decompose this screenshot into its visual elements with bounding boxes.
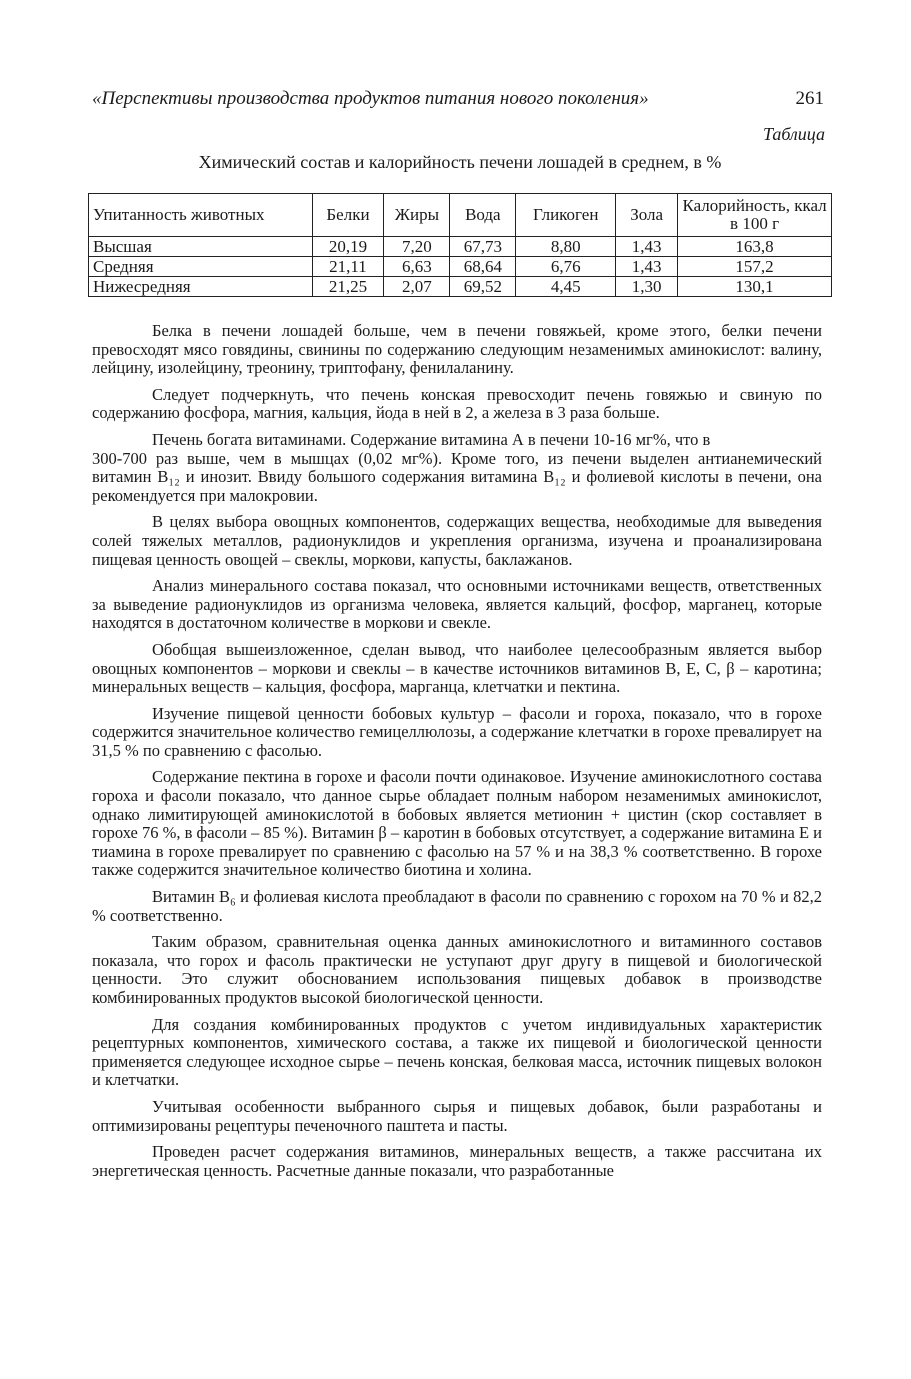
table-row [89, 257, 832, 277]
paragraph: 300-700 раз выше, чем в мышцах (0,02 мг%). Кроме того, из печени выделен антианемический витамин В₁₂ и инозит. Ввиду большого содержания витамина В₁₂ и фолиевой кислоты в печени, она рекомендуется при малокровии. [92, 448, 822, 505]
table-caption: Химический состав и калорийность печени лошадей в среднем, в % [198, 152, 722, 172]
composition-table [88, 193, 832, 297]
paragraph: Проведен расчет содержания витаминов, минеральных веществ, а также рассчитана их энергетическая ценность. Расчетные данные показали, что разработанные [92, 1142, 822, 1180]
article-body [92, 322, 822, 1188]
table-cell: 2,07 [384, 277, 450, 297]
running-header-title: «Перспективы производства продуктов питания нового поколения» [92, 88, 649, 109]
paragraph: Следует подчеркнуть, что печень конская превосходит печень говяжью и свиную по содержанию фосфора, магния, кальция, йода в ней в 2, а железа в 3 раза больше. [92, 384, 822, 423]
paragraph: Изучение пищевой ценности бобовых культур – фасоли и гороха, показало, что в горохе содержится значительное количество гемицеллюлозы, а содержание клетчатки в горохе превалирует на 31,5 % по сравнению с фасолью. [92, 703, 822, 760]
column-header: Жиры [384, 194, 450, 237]
column-header: Зола [616, 194, 678, 237]
paragraph: Для создания комбинированных продуктов с учетом индивидуальных характеристик рецептурных компонентов, химического состава, а также их пищевой и биологической ценности применяется следующее исходное сырье – печень конская, белковая масса, источник пищевых волокон и клетчатки. [92, 1014, 822, 1090]
table-row [89, 237, 832, 257]
table-cell: Средняя [89, 257, 313, 277]
table-label: Таблица [762, 124, 825, 144]
paragraph: Таким образом, сравнительная оценка данных аминокислотного и витаминного составов показала, что горох и фасоль практически не уступают друг другу в пищевой и биологической ценности. Это служит обоснованием использования пищевых добавок в производстве комбинированных продуктов высокой биологической ценности. [92, 932, 822, 1007]
page-number: 261 [795, 88, 824, 109]
table-header-row [89, 194, 832, 237]
paragraph: В целях выбора овощных компонентов, содержащих вещества, необходимые для выведения солей тяжелых металлов, радионуклидов и укрепления организма, изучена и проанализирована пищевая ценность овощей – свеклы, моркови, капусты, баклажанов. [92, 512, 822, 569]
table-cell: 69,52 [450, 277, 516, 297]
table-cell: 6,76 [516, 257, 616, 277]
column-header: Гликоген [516, 194, 616, 237]
paragraph: Витамин В₆ и фолиевая кислота преобладают в фасоли по сравнению с горохом на 70 % и 82,2 % соответственно. [92, 887, 822, 925]
paragraph: Анализ минерального состава показал, что основными источниками веществ, ответственных за выведение радионуклидов из организма человека, является кальций, фосфор, марганец, которые находятся в достаточном количестве в моркови и свекле. [92, 576, 822, 633]
running-header [92, 88, 824, 112]
table-cell: 1,43 [616, 237, 678, 257]
table-cell: 8,80 [516, 237, 616, 257]
column-header: Калорийность, ккал в 100 г [678, 194, 832, 237]
paragraph: Учитывая особенности выбранного сырья и пищевых добавок, были разработаны и оптимизированы рецептуры печеночного паштета и пасты. [92, 1096, 822, 1135]
table-cell: 6,63 [384, 257, 450, 277]
table-cell: 1,43 [616, 257, 678, 277]
column-header: Упитанность животных [89, 194, 313, 237]
table-cell: Высшая [89, 237, 313, 257]
table-cell: 21,11 [312, 257, 384, 277]
paragraph: Печень богата витаминами. Содержание витамина А в печени 10-16 мг%, что в [152, 429, 711, 449]
table-row [89, 277, 832, 297]
table-cell: 67,73 [450, 237, 516, 257]
table-cell: Нижесредняя [89, 277, 313, 297]
table-cell: 21,25 [312, 277, 384, 297]
table-cell: 157,2 [678, 257, 832, 277]
paragraph: Обобщая вышеизложенное, сделан вывод, что наиболее целесообразным является выбор овощных компонентов – моркови и свеклы – в качестве источников витаминов В, Е, С, β – каротина; минеральных веществ – кальция, фосфора, марганца, клетчатки и пектина. [92, 639, 822, 697]
table-cell: 1,30 [616, 277, 678, 297]
table-cell: 163,8 [678, 237, 832, 257]
column-header: Вода [450, 194, 516, 237]
table-cell: 130,1 [678, 277, 832, 297]
table-cell: 7,20 [384, 237, 450, 257]
table-cell: 20,19 [312, 237, 384, 257]
column-header: Белки [312, 194, 384, 237]
table-cell: 4,45 [516, 277, 616, 297]
paragraph: Белка в печени лошадей больше, чем в печени говяжьей, кроме этого, белки печени превосходят мясо говядины, свинины по содержанию следующим незаменимых аминокислот: валину, лейцину, изолейцину, треонину, триптофану, фенилаланину. [92, 321, 822, 378]
table-cell: 68,64 [450, 257, 516, 277]
paragraph: Содержание пектина в горохе и фасоли почти одинаковое. Изучение аминокислотного состава гороха и фасоли показало, что данное сырье обладает полным набором незаменимых аминокислот, однако лимитирующей аминокислотой в бобовых является метионин + цистин (скор составляет в горохе 76 %, в фасоли – 85 %). Витамин β – каротин в бобовых отсутствует, а содержание витамина Е и тиамина в горохе превалирует по сравнению с фасолью на 57 % и на 38,3 % соответственно. В горохе также содержится значительное количество биотина и холина. [92, 767, 822, 880]
